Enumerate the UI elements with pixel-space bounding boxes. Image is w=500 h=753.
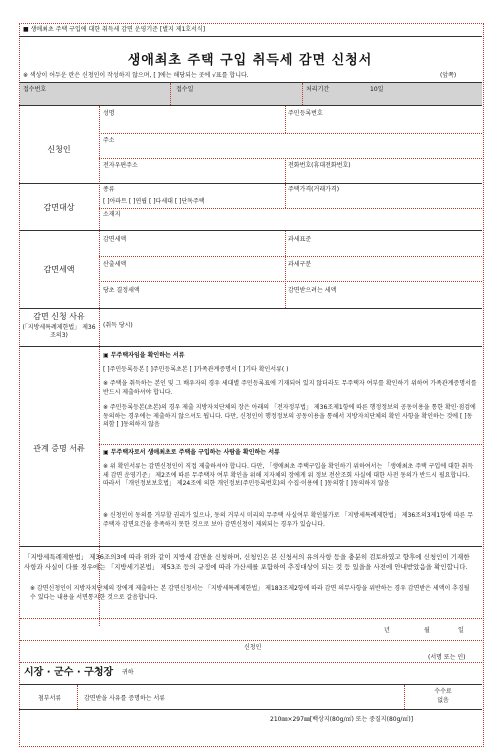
reason-section-label: 감면 신청 사유	[33, 312, 85, 321]
page-title: 생애최초 주택 구입 취득세 감면 신청서	[127, 53, 373, 68]
docs-item2-note2: ※ 신청인이 동의를 거부할 권리가 있으나, 동의 거부시 미리의 무주택 사실여부 확인불가로 「지방세특례제한법」 제36조의3제1항에 따른 무주택자 감면요건을 충족하지 못한 것으로 보아 감면신청이 제외되는 경우가 있습니다.	[103, 512, 474, 528]
decided-tax-label: 당초 결정세액	[103, 287, 140, 294]
declaration-warning: ※ 감면신청인이 지방자치단체의 장에게 제출하는 본 감면신청서는 「지방세특례제한법」 제183조제2항에 따라 감면 의무사항을 위반하는 경우 감면받은 세액이 추징될 수 있다는 내용을 서면통지한 것으로 갈음합니다.	[30, 585, 470, 601]
attachment-label: 첨부서류	[38, 695, 62, 702]
refund-tax-label: 감면받으려는 세액	[288, 287, 337, 294]
receipt-number-label: 접수번호	[23, 86, 47, 93]
target-section-label: 감면대상	[43, 203, 75, 212]
instruction-text: ※ 색상이 어두운 란은 신청인이 작성하지 않으며, [ ]에는 해당되는 곳에 √표를 합니다.	[23, 72, 249, 79]
phone-label: 전화번호(휴대전화번호)	[288, 162, 351, 169]
email-label: 전자우편주소	[103, 162, 138, 169]
recipient-label: 시장 · 군수 · 구청장	[24, 667, 114, 678]
docs-section-label: 관계 증명 서류	[33, 444, 85, 453]
fee-value: 없음	[437, 697, 449, 704]
house-type-options: [ ]아파트 [ ]연립 [ ]다세대 [ ]단독주택	[103, 198, 205, 205]
location-label: 소재지	[103, 211, 121, 218]
fee-label: 수수료	[434, 688, 452, 695]
applicant-section-label: 신청인	[47, 145, 71, 154]
side-note: (앞쪽)	[440, 72, 457, 79]
receipt-row	[20, 83, 482, 105]
applicant-name-label: 성명	[103, 110, 115, 117]
date-year: 년	[384, 627, 390, 634]
resident-number-label: 주민등록번호	[288, 110, 323, 117]
recipient-suffix: 귀하	[122, 669, 134, 676]
date-month: 월	[424, 627, 430, 634]
processing-period-value: 10일	[370, 86, 384, 93]
applicant-sign-label: 신청인	[244, 644, 262, 651]
docs-item1-note2: ※ 주민등록등본(초본)의 경우 제출 지방자치단체의 장은 아래의 「전자정부법」 제36조제1항에 따른 행정정보의 공동이용을 통한 확인·점검에 동의하는 경우에는 제출하지 않으셔도 됩니다. 다만, 신청인이 행정정보의 공동이용을 통해서 지방자치단체의 확인 사항을 확인하는 것에 [ ]동의함 [ ]동의하지 않음	[103, 404, 476, 429]
reduction-tax-label: 감면세액	[103, 236, 127, 243]
processing-period-label: 처리기간	[306, 86, 330, 93]
docs-item1-options: [ ]주민등록등본 [ ]주민등록초본 [ ]가족관계증명서 [ ]기타 확인서류( )	[103, 366, 289, 373]
docs-item2-title: ▣ 무주택자로서 생애최초로 주택을 구입하는 사람을 확인하는 서류	[103, 449, 280, 456]
receipt-date-label: 접수일	[176, 86, 194, 93]
address-label: 주소	[103, 137, 115, 144]
tax-type-label: 과세구분	[288, 261, 312, 268]
tax-section-label: 감면세액	[43, 265, 75, 274]
docs-item2-note1: ※ 위 확인서류는 감면신청인이 직접 제출하셔야 합니다. 다만, 「생애최초 주택구입을 확인하기 위하여서는 「생애최초 주택 구입에 대한 취득세 감면 운영기준」 제2조에 따른 무주택자 여부 확인을 위해 지자체의 장에게 위 정보 전산조회 사실에 대한 사전 동의가 반드시 필요합니다. 따라서 「개인정보보호법」 제24조에 의한 개인정보(주민등록번호)의 수집·이용에 [ ]동의함 [ ]동의하지 않음	[103, 463, 474, 488]
attachment-content: 감면받을 사유를 증명하는 서류	[84, 695, 166, 702]
reason-section-sub: (「지방세특례제한법」 제36조의3)	[22, 324, 96, 339]
reason-content: (취득 당시)	[103, 322, 133, 329]
house-price-label: 주택가격(거래가격)	[288, 186, 340, 193]
paper-spec: 210㎜×297㎜[백상지(80g/㎡) 또는 중질지(80g/㎡)]	[270, 716, 414, 723]
tax-base-label: 과세표준	[288, 236, 312, 243]
signature-note: (서명 또는 인)	[428, 654, 466, 661]
form-note: ■ 생애최초 주택 구입에 대한 취득세 감면 운영기준 [별지 제1호서식]	[23, 26, 206, 33]
docs-item1-note1: ※ 주택을 취득하는 본인 및 그 배우자의 경우 세대별 주민등록표에 기재되어 있지 않더라도 무주택자 여부를 확인하기 위하여 가족관계증명서를 반드시 제출하셔야 합니다.	[103, 380, 477, 396]
calculated-tax-label: 산출세액	[103, 261, 127, 268]
declaration-text: 「지방세특례제한법」 제36조의3에 따라 위와 같이 지방세 감면을 신청하며, 신청인은 본 신청서의 유의사항 등을 충분히 검토하였고 향후에 신청인이 기재한 사항과 사실이 다를 경우에는 「지방세기본법」 제53조 등의 규정에 따라 가산세를 포함하여 추징대상이 되는 것 등 있을을 사전에 안내받았음을 확인합니다.	[24, 553, 470, 571]
docs-item1-title: ▣ 무주택자임을 확인하는 서류	[103, 352, 185, 359]
header-divider	[19, 36, 482, 37]
date-day: 일	[458, 627, 464, 634]
house-type-label: 종류	[103, 186, 115, 193]
